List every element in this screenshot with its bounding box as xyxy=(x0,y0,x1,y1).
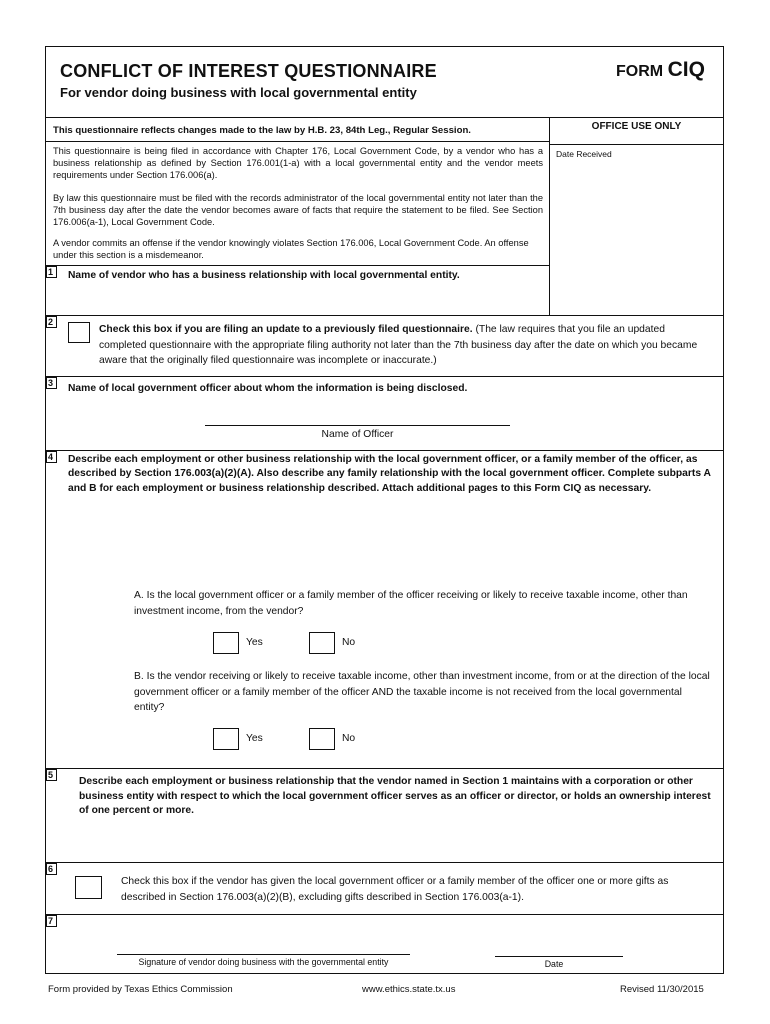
section-6-divider xyxy=(45,862,724,863)
gifts-checkbox[interactable] xyxy=(75,876,102,899)
intro-para-1: This questionnaire is being filed in accordance with Chapter 176, Local Government Code, by a vendor who has a business relationship as defined by Section 176.001(1-a) with a local governmental entity and the vendor meets requirements under Section 176.006(a). xyxy=(53,146,543,180)
signature-field[interactable] xyxy=(117,954,410,955)
footer-website[interactable]: www.ethics.state.tx.us xyxy=(362,984,456,995)
section-4-number: 4 xyxy=(46,451,57,463)
question-a-no-label: No xyxy=(342,637,356,648)
section-5-number: 5 xyxy=(46,769,57,781)
section-1-divider xyxy=(45,265,550,266)
section-3-divider xyxy=(45,376,724,377)
intro-para-2: By law this questionnaire must be filed with the records administrator of the local governmental entity not later than the 7th business day after the date the vendor becomes aware of facts that require the statement to be filed. See Section 176.006(a-1), Local Government Code. xyxy=(53,193,543,227)
section-4-label: Describe each employment or other business relationship with the local government officer, or a family member of the officer, as described by Section 176.003(a)(2)(A). Also describe any family relationship with the local government officer. Complete subparts A and B for each employment or business relationship described. Attach additional pages to this Form CIQ as necessary. xyxy=(68,454,711,494)
date-caption: Date xyxy=(544,959,564,969)
form-code-value: CIQ xyxy=(667,58,705,81)
officer-name-field[interactable] xyxy=(205,425,510,426)
section-6-label: Check this box if the vendor has given the local government officer or a family member of the officer one or more gifts as described in Section 176.003(a)(2)(B), excluding gifts described in Section 176.003(a-1). xyxy=(121,876,669,903)
section-7-divider xyxy=(45,914,724,915)
section-5-label: Describe each employment or business relationship that the vendor named in Section 1 maintains with a corporation or other business entity with respect to which the local government officer serves as an officer or director, or holds an ownership interest of one percent or more. xyxy=(79,776,711,816)
form-prefix: FORM xyxy=(616,63,664,80)
relationship-description-field[interactable] xyxy=(68,515,708,585)
office-use-heading: OFFICE USE ONLY xyxy=(591,121,682,132)
vendor-name-field[interactable] xyxy=(60,285,540,313)
signature-caption: Signature of vendor doing business with the governmental entity xyxy=(138,957,389,967)
intro-para-3: A vendor commits an offense if the vendor knowingly violates Section 176.006, Local Government Code. An offense under this section is a misdemeanor. xyxy=(53,238,529,260)
section-2-label xyxy=(99,322,699,369)
date-received-label: Date Received xyxy=(556,149,612,159)
section-2-number: 2 xyxy=(46,316,57,328)
form-subtitle: For vendor doing business with local governmental entity xyxy=(60,85,417,100)
section-3-label: Name of local government officer about whom the information is being disclosed. xyxy=(68,383,468,394)
form-code xyxy=(616,58,705,82)
section-5-divider xyxy=(45,768,724,769)
business-entity-description-field[interactable] xyxy=(79,822,709,860)
footer-revision: Revised 11/30/2015 xyxy=(620,984,704,995)
question-a-yes-label: Yes xyxy=(246,637,263,648)
section-1-number: 1 xyxy=(46,266,57,278)
section-7-number: 7 xyxy=(46,915,57,927)
question-a: A. Is the local government officer or a family member of the officer receiving or likely to receive taxable income, other than investment income, from the vendor? xyxy=(134,590,688,617)
question-a-no-checkbox[interactable] xyxy=(309,632,335,654)
section-2-label-bold: Check this box if you are filing an update to a previously filed questionnaire. xyxy=(99,324,473,335)
section-6-number: 6 xyxy=(46,863,57,875)
update-checkbox[interactable] xyxy=(68,322,90,343)
question-b: B. Is the vendor receiving or likely to receive taxable income, other than investment income, from or at the direction of the local government officer or a family member of the officer AND the taxable income is not received from the local governmental entity? xyxy=(134,671,710,713)
footer-provider: Form provided by Texas Ethics Commission xyxy=(48,984,233,995)
form-title: CONFLICT OF INTEREST QUESTIONNAIRE xyxy=(60,61,437,81)
question-b-yes-label: Yes xyxy=(246,733,263,744)
section-2-label-rest: (The law requires that you file an updated completed questionnaire with the appropriate filing authority not later than the 7th business day after the date on which you became aware that the originally filed questionnaire was incomplete or inaccurate.) xyxy=(99,324,698,366)
question-b-yes-checkbox[interactable] xyxy=(213,728,239,750)
officer-name-caption: Name of Officer xyxy=(321,429,394,440)
intro-divider xyxy=(45,141,550,142)
law-note: This questionnaire reflects changes made to the law by H.B. 23, 84th Leg., Regular Session. xyxy=(53,125,471,136)
question-b-no-checkbox[interactable] xyxy=(309,728,335,750)
question-b-no-label: No xyxy=(342,733,356,744)
section-1-label: Name of vendor who has a business relationship with local governmental entity. xyxy=(68,270,460,281)
date-received-field[interactable] xyxy=(550,160,722,312)
date-field[interactable] xyxy=(495,956,623,957)
section-2-divider xyxy=(45,315,724,316)
section-4-divider xyxy=(45,450,724,451)
question-a-yes-checkbox[interactable] xyxy=(213,632,239,654)
section-3-number: 3 xyxy=(46,377,57,389)
